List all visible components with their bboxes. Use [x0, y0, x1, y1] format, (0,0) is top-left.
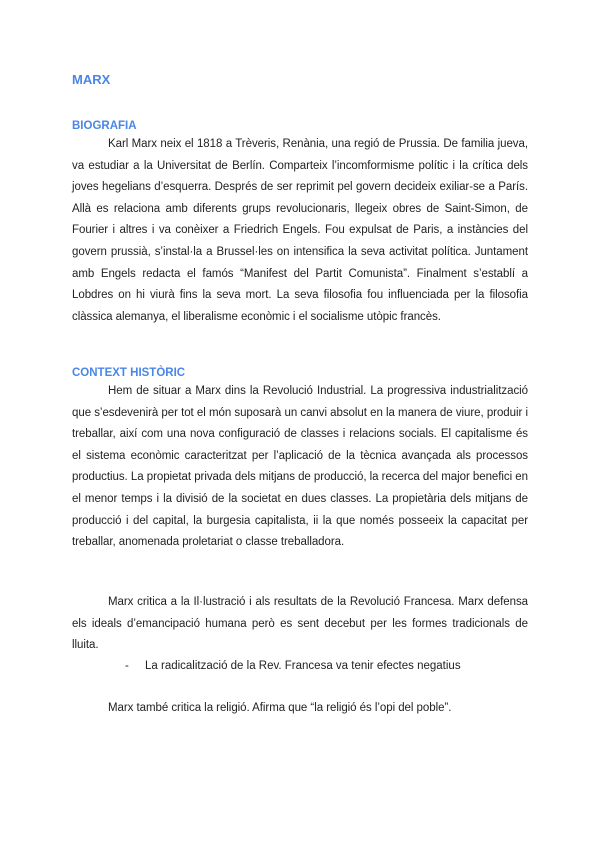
context-paragraph-1: Hem de situar a Marx dins la Revolució Industrial. La progressiva industrialització que s’esdevenirà per tot el món suposarà un canvi absolut en la manera de viure, produir i treballar, així com una nova configuració de classes i relacions socials. El capitalisme és el sistema econòmic caracteritzat per l’aplicació de la tècnica avançada als processos productius. La propietat privada dels mitjans de producció, la recerca del major benefici en el menor temps i la divisió de la societat en dues classes. La propietària dels mitjans de producció i del capital, la burgesia capitalista, ii la que només posseeix la capacitat per treballar, anomenada proletariat o classe treballadora. — [72, 385, 528, 549]
context-paragraph-3: Marx també critica la religió. Afirma que “la religió és l’opi del poble”. — [108, 702, 452, 714]
section-heading-context: CONTEXT HISTÒRIC — [72, 367, 186, 379]
section-heading-biografia: BIOGRAFIA — [72, 120, 137, 132]
biografia-paragraph: Karl Marx neix el 1818 a Trèveris, Renània, una regió de Prussia. De familia jueva, va estudiar a la Universitat de Berlín. Comparteix l’incomformisme polític i la crítica dels joves hegelians d’esquerra. Després de ser reprimit pel govern decideix exiliar-se a París. Allà es relaciona amb diferents grups revolucionaris, llegeix obres de Saint-Simon, de Fourier i altres i va conèixer a Friedrich Engels. Fou expulsat de Paris, a instàncies del govern prussià, s’instal·la a Brussel·les on intensifica la seva activitat política. Juntament amb Engels redacta el famós “Manifest del Partit Comunista”. Finalment s’establí a Lobdres on hi viurà fins la seva mort. La seva filosofia fou influenciada per la filosofia clàssica alemanya, el liberalisme econòmic i el socialisme utòpic francès. — [72, 138, 528, 323]
list-item — [125, 656, 461, 677]
bullet-marker: - — [125, 660, 129, 672]
context-paragraph-2: Marx critica a la Il·lustració i als resultats de la Revolució Francesa. Marx defensa els ideals d’emancipació humana però es sent decebut per les formes tradicionals de lluita. — [72, 596, 528, 652]
document-title: MARX — [72, 72, 111, 87]
bullet-text: La radicalització de la Rev. Francesa va tenir efectes negatius — [145, 660, 461, 672]
